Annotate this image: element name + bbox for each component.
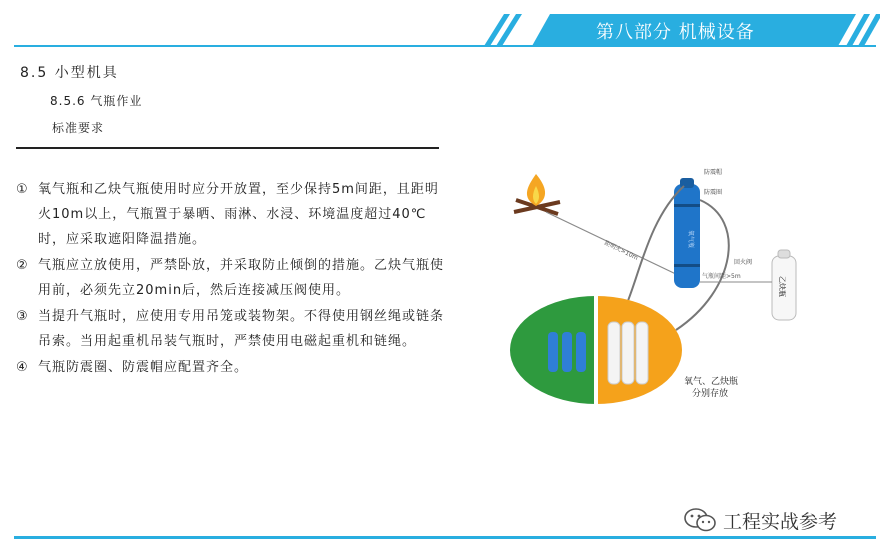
section-title: 8.5 小型机具 — [20, 65, 119, 81]
acetylene-cylinder — [772, 250, 796, 320]
page-title: 第八部分 机械设备 — [596, 22, 755, 43]
watermark-text: 工程实战参考 — [723, 510, 838, 533]
storage-diagram — [510, 296, 682, 404]
list-item — [16, 355, 446, 380]
gas-cylinder-illustration — [486, 160, 842, 416]
list-item — [16, 304, 446, 354]
storage-caption: 氧气、乙炔瓶 — [684, 377, 739, 387]
oxygen-cylinder — [674, 178, 700, 288]
list-item — [16, 253, 446, 303]
item-number: ② — [16, 258, 29, 273]
footer-line — [14, 536, 876, 539]
item-text: 氧气瓶和乙炔气瓶使用时应分开放置，至少保持5m间距，且距明火10m以上，气瓶置于暴晒、雨淋、水浸、环境温度超过40℃时，应采取遮阳降温措施。 — [38, 182, 439, 247]
storage-caption-2: 分别存放 — [692, 389, 729, 399]
divider — [16, 147, 439, 149]
list-item — [16, 177, 446, 252]
item-number: ③ — [16, 309, 29, 324]
wechat-icon — [683, 506, 717, 534]
bottle-distance-label: 气瓶间距>5m — [702, 273, 741, 280]
flashback-valve-label: 回火阀 — [734, 259, 753, 266]
item-text: 气瓶防震圈、防震帽应配置齐全。 — [38, 360, 249, 375]
acetylene-cylinder-label: 乙炔瓶 — [778, 276, 786, 297]
item-number: ① — [16, 182, 29, 197]
fire-icon — [514, 174, 560, 214]
requirement-list — [16, 177, 446, 381]
flame-distance-label: 距明火>10m — [603, 239, 640, 262]
item-text: 气瓶应立放使用，严禁卧放，并采取防止倾倒的措施。乙炔气瓶使用前，必须先立20min后，然后连接减压阀使用。 — [38, 258, 445, 298]
shock-cap-label: 防震帽 — [704, 169, 723, 176]
standard-label: 标准要求 — [52, 121, 105, 135]
item-number: ④ — [16, 360, 29, 375]
watermark — [683, 506, 837, 534]
item-text: 当提升气瓶时，应使用专用吊笼或装物架。不得使用钢丝绳或链条吊索。当用起重机吊装气瓶时，严禁使用电磁起重机和链绳。 — [38, 309, 445, 349]
oxygen-cylinder-label: 氧气瓶 — [687, 230, 694, 249]
shock-ring-label: 防震圈 — [704, 189, 723, 196]
section-subtitle: 8.5.6 气瓶作业 — [50, 94, 143, 108]
